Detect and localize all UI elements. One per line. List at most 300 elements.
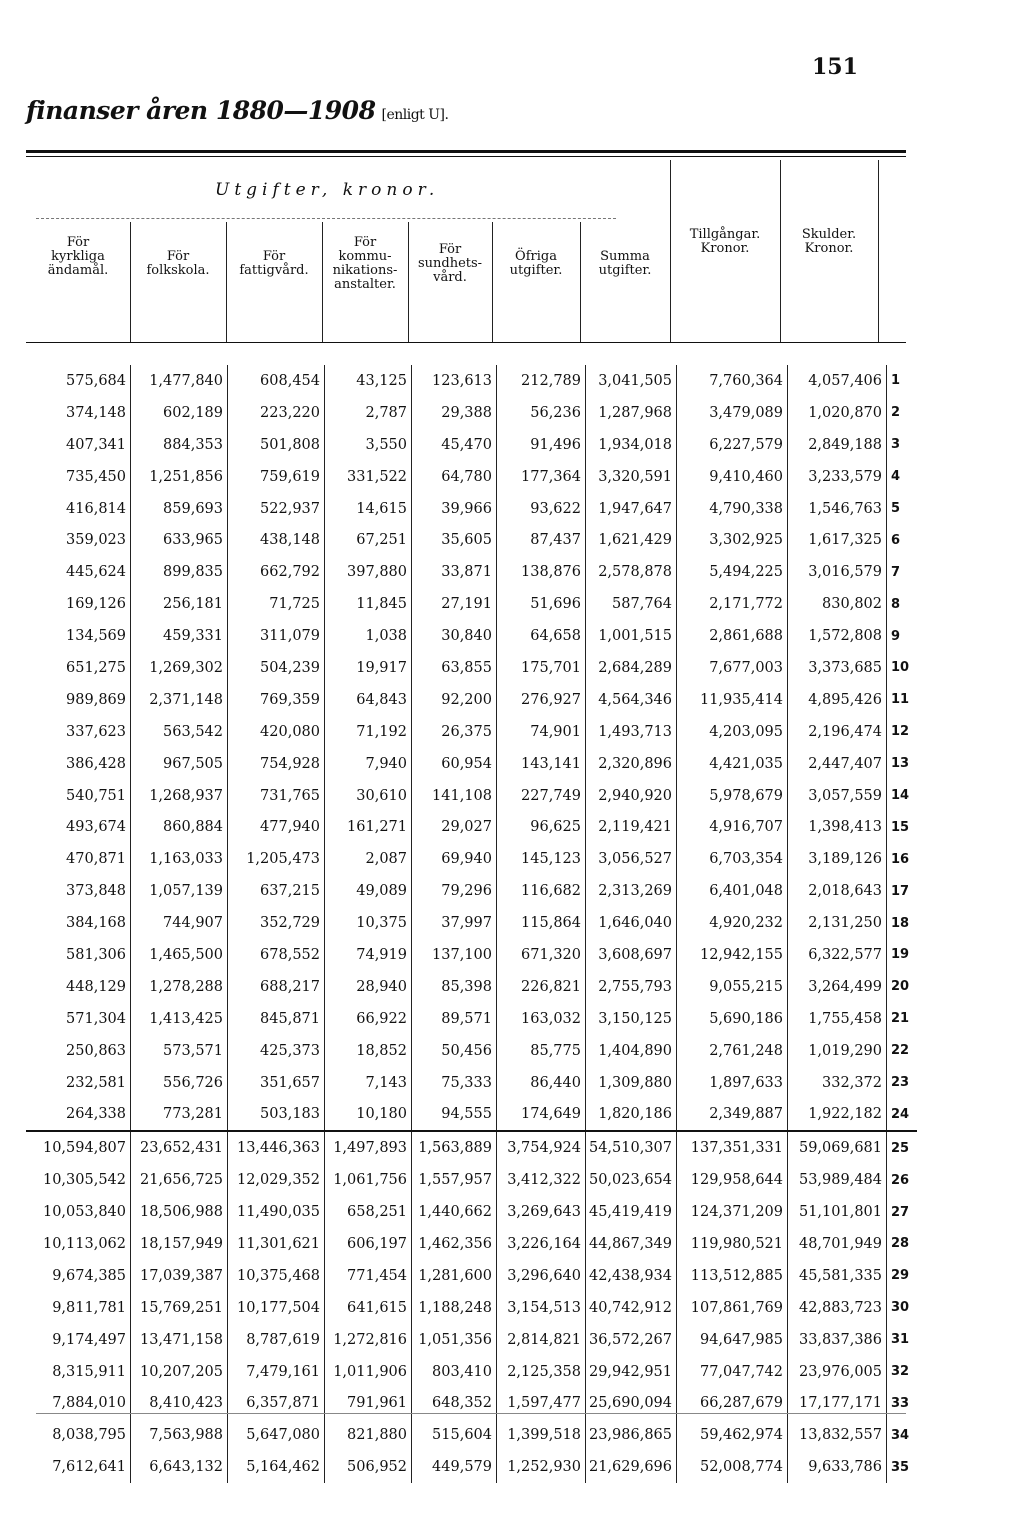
table-cell: 1,546,763 xyxy=(788,493,887,525)
row-number: 11 xyxy=(891,692,910,708)
column-rule xyxy=(226,222,227,342)
table-cell: 74,901 xyxy=(497,716,586,748)
table-row xyxy=(26,1388,917,1420)
table-row xyxy=(26,620,917,652)
table-cell: 6,703,354 xyxy=(677,843,788,875)
table-cell: 425,373 xyxy=(228,1035,325,1067)
table-row xyxy=(26,748,917,780)
table-cell: 49,089 xyxy=(325,875,412,907)
table-row xyxy=(26,556,917,588)
table-cell: 731,765 xyxy=(228,780,325,812)
column-header-3 xyxy=(226,250,322,278)
table-cell: 21,629,696 xyxy=(586,1451,677,1483)
table-row xyxy=(26,1067,917,1099)
table-cell: 54,510,307 xyxy=(586,1131,677,1164)
header-line: kyrkliga xyxy=(51,249,105,264)
table-cell: 1,477,840 xyxy=(131,365,228,397)
table-cell: 11,301,621 xyxy=(228,1228,325,1260)
table-cell: 51,101,801 xyxy=(788,1196,887,1228)
table-row xyxy=(26,652,917,684)
table-cell: 522,937 xyxy=(228,493,325,525)
table-cell: 175,701 xyxy=(497,652,586,684)
table-cell: 1,001,515 xyxy=(586,620,677,652)
table-cell: 7,563,988 xyxy=(131,1419,228,1451)
table-cell: 1,465,500 xyxy=(131,939,228,971)
table-cell: 18,157,949 xyxy=(131,1228,228,1260)
table-cell: 52,008,774 xyxy=(677,1451,788,1483)
table-cell: 506,952 xyxy=(325,1451,412,1483)
table-cell: 129,958,644 xyxy=(677,1164,788,1196)
header-line: För xyxy=(66,235,90,250)
table-cell: 1,413,425 xyxy=(131,1003,228,1035)
table-cell: 19,917 xyxy=(325,652,412,684)
header-line: Öfriga xyxy=(515,249,557,264)
table-cell: 1,281,600 xyxy=(412,1260,497,1292)
table-row xyxy=(26,1451,917,1483)
table-cell: 6,401,048 xyxy=(677,875,788,907)
row-number: 14 xyxy=(891,788,910,804)
table-cell: 12,942,155 xyxy=(677,939,788,971)
table-row xyxy=(26,1292,917,1324)
table-row xyxy=(26,524,917,556)
table-cell: 332,372 xyxy=(788,1067,887,1099)
table-cell: 9,811,781 xyxy=(26,1292,131,1324)
table-row xyxy=(26,1098,917,1131)
table-cell: 21,656,725 xyxy=(131,1164,228,1196)
table-cell: 445,624 xyxy=(26,556,131,588)
table-cell: 374,148 xyxy=(26,397,131,429)
row-number: 7 xyxy=(891,564,901,580)
header-line: Kronor. xyxy=(804,241,854,256)
table-cell: 264,338 xyxy=(26,1098,131,1131)
table-cell: 3,412,322 xyxy=(497,1164,586,1196)
table-cell: 6,357,871 xyxy=(228,1388,325,1420)
table-cell: 86,440 xyxy=(497,1067,586,1099)
table-cell: 9,674,385 xyxy=(26,1260,131,1292)
table-cell: 26,375 xyxy=(412,716,497,748)
table-cell: 124,371,209 xyxy=(677,1196,788,1228)
table-cell: 744,907 xyxy=(131,907,228,939)
table-cell: 4,916,707 xyxy=(677,811,788,843)
table-cell: 3,016,579 xyxy=(788,556,887,588)
row-number: 32 xyxy=(891,1364,910,1380)
row-number: 22 xyxy=(891,1043,910,1059)
table-cell: 3,154,513 xyxy=(497,1292,586,1324)
table-cell: 1,287,968 xyxy=(586,397,677,429)
table-cell: 2,787 xyxy=(325,397,412,429)
table-row xyxy=(26,907,917,939)
table-cell: 2,761,248 xyxy=(677,1035,788,1067)
column-rule xyxy=(492,222,493,342)
table-cell: 163,032 xyxy=(497,1003,586,1035)
header-line: Skulder. xyxy=(801,227,857,242)
table-cell: 2,940,920 xyxy=(586,780,677,812)
table-cell: 89,571 xyxy=(412,1003,497,1035)
table-cell: 64,658 xyxy=(497,620,586,652)
table-cell: 23,652,431 xyxy=(131,1131,228,1164)
header-bottom-rule xyxy=(26,342,906,343)
table-cell: 3,296,640 xyxy=(497,1260,586,1292)
row-number: 19 xyxy=(891,947,910,963)
row-number: 10 xyxy=(891,660,910,676)
header-line: folkskola. xyxy=(146,263,210,278)
row-number: 20 xyxy=(891,979,910,995)
table-cell: 35,605 xyxy=(412,524,497,556)
table-cell: 515,604 xyxy=(412,1419,497,1451)
table-cell: 1,057,139 xyxy=(131,875,228,907)
row-number: 28 xyxy=(891,1236,910,1252)
table-cell: 803,410 xyxy=(412,1356,497,1388)
table-cell: 33,837,386 xyxy=(788,1324,887,1356)
table-cell: 119,980,521 xyxy=(677,1228,788,1260)
table-cell: 830,802 xyxy=(788,588,887,620)
row-number: 12 xyxy=(891,724,910,740)
header-line: För xyxy=(262,249,286,264)
bottom-rule xyxy=(36,1413,906,1414)
table-cell: 37,997 xyxy=(412,907,497,939)
table-cell: 7,677,003 xyxy=(677,652,788,684)
row-number: 13 xyxy=(891,756,910,772)
table-cell: 115,864 xyxy=(497,907,586,939)
table-cell: 1,061,756 xyxy=(325,1164,412,1196)
row-number: 16 xyxy=(891,851,910,867)
table-cell: 3,041,505 xyxy=(586,365,677,397)
table-cell: 2,125,358 xyxy=(497,1356,586,1388)
table-cell: 51,696 xyxy=(497,588,586,620)
table-cell: 3,754,924 xyxy=(497,1131,586,1164)
table-cell: 1,252,930 xyxy=(497,1451,586,1483)
table-cell: 5,690,186 xyxy=(677,1003,788,1035)
header-divider xyxy=(36,218,616,219)
table-cell: 448,129 xyxy=(26,971,131,1003)
table-cell: 1,493,713 xyxy=(586,716,677,748)
header-line: Kronor. xyxy=(700,241,750,256)
table-cell: 1,646,040 xyxy=(586,907,677,939)
table-cell: 6,643,132 xyxy=(131,1451,228,1483)
table-cell: 449,579 xyxy=(412,1451,497,1483)
table-row xyxy=(26,1035,917,1067)
table-cell: 4,895,426 xyxy=(788,684,887,716)
table-cell: 63,855 xyxy=(412,652,497,684)
table-cell: 3,226,164 xyxy=(497,1228,586,1260)
table-cell: 66,287,679 xyxy=(677,1388,788,1420)
table-cell: 23,986,865 xyxy=(586,1419,677,1451)
table-cell: 232,581 xyxy=(26,1067,131,1099)
table-cell: 212,789 xyxy=(497,365,586,397)
table-row xyxy=(26,811,917,843)
table-cell: 2,814,821 xyxy=(497,1324,586,1356)
table-cell: 67,251 xyxy=(325,524,412,556)
table-cell: 1,038 xyxy=(325,620,412,652)
table-cell: 145,123 xyxy=(497,843,586,875)
table-cell: 44,867,349 xyxy=(586,1228,677,1260)
table-cell: 10,594,807 xyxy=(26,1131,131,1164)
header-line: utgifter. xyxy=(598,263,652,278)
table-cell: 56,236 xyxy=(497,397,586,429)
table-cell: 96,625 xyxy=(497,811,586,843)
table-cell: 59,462,974 xyxy=(677,1419,788,1451)
table-cell: 11,490,035 xyxy=(228,1196,325,1228)
column-header-1 xyxy=(26,236,130,278)
table-cell: 1,278,288 xyxy=(131,971,228,1003)
table-cell: 7,143 xyxy=(325,1067,412,1099)
table-cell: 53,989,484 xyxy=(788,1164,887,1196)
table-cell: 94,647,985 xyxy=(677,1324,788,1356)
table-cell: 1,897,633 xyxy=(677,1067,788,1099)
table-cell: 671,320 xyxy=(497,939,586,971)
table-cell: 641,615 xyxy=(325,1292,412,1324)
header-line: För xyxy=(166,249,190,264)
table-cell: 71,192 xyxy=(325,716,412,748)
table-cell: 771,454 xyxy=(325,1260,412,1292)
table-cell: 1,617,325 xyxy=(788,524,887,556)
table-cell: 9,174,497 xyxy=(26,1324,131,1356)
row-number: 25 xyxy=(891,1140,910,1156)
table-row xyxy=(26,1164,917,1196)
table-cell: 6,322,577 xyxy=(788,939,887,971)
table-cell: 60,954 xyxy=(412,748,497,780)
header-line: För xyxy=(438,242,462,257)
header-line: utgifter. xyxy=(509,263,563,278)
table-row xyxy=(26,875,917,907)
table-cell: 540,751 xyxy=(26,780,131,812)
table-cell: 5,978,679 xyxy=(677,780,788,812)
table-cell: 174,649 xyxy=(497,1098,586,1131)
header-line: anstalter. xyxy=(334,277,396,292)
table-cell: 3,056,527 xyxy=(586,843,677,875)
table-cell: 227,749 xyxy=(497,780,586,812)
table-cell: 79,296 xyxy=(412,875,497,907)
title-text: finanser åren 1880—1908 xyxy=(26,96,376,125)
table-cell: 311,079 xyxy=(228,620,325,652)
table-cell: 15,769,251 xyxy=(131,1292,228,1324)
table-cell: 2,119,421 xyxy=(586,811,677,843)
table-cell: 1,621,429 xyxy=(586,524,677,556)
table-cell: 581,306 xyxy=(26,939,131,971)
table-cell: 608,454 xyxy=(228,365,325,397)
table-cell: 587,764 xyxy=(586,588,677,620)
table-cell: 161,271 xyxy=(325,811,412,843)
table-cell: 45,470 xyxy=(412,429,497,461)
table-cell: 1,563,889 xyxy=(412,1131,497,1164)
header-line: kommu- xyxy=(338,249,392,264)
header-line: vård. xyxy=(433,270,467,285)
table-cell: 74,919 xyxy=(325,939,412,971)
table-cell: 3,550 xyxy=(325,429,412,461)
table-cell: 4,564,346 xyxy=(586,684,677,716)
table-cell: 169,126 xyxy=(26,588,131,620)
column-rule xyxy=(670,160,671,342)
table-cell: 30,840 xyxy=(412,620,497,652)
table-cell: 688,217 xyxy=(228,971,325,1003)
table-cell: 39,966 xyxy=(412,493,497,525)
row-number: 8 xyxy=(891,596,901,612)
table-cell: 4,920,232 xyxy=(677,907,788,939)
table-cell: 18,506,988 xyxy=(131,1196,228,1228)
table-row xyxy=(26,1356,917,1388)
table-cell: 137,100 xyxy=(412,939,497,971)
table-cell: 438,148 xyxy=(228,524,325,556)
row-number: 23 xyxy=(891,1075,910,1091)
table-cell: 7,479,161 xyxy=(228,1356,325,1388)
table-cell: 337,623 xyxy=(26,716,131,748)
table-cell: 48,701,949 xyxy=(788,1228,887,1260)
group-header: Utgifter, kronor. xyxy=(215,180,440,200)
table-cell: 17,177,171 xyxy=(788,1388,887,1420)
table-row xyxy=(26,716,917,748)
row-number: 21 xyxy=(891,1011,910,1027)
table-cell: 1,820,186 xyxy=(586,1098,677,1131)
table-row xyxy=(26,588,917,620)
column-header-7 xyxy=(580,250,670,278)
table-cell: 6,227,579 xyxy=(677,429,788,461)
table-cell: 116,682 xyxy=(497,875,586,907)
table-cell: 884,353 xyxy=(131,429,228,461)
table-cell: 773,281 xyxy=(131,1098,228,1131)
table-cell: 3,264,499 xyxy=(788,971,887,1003)
table-cell: 5,164,462 xyxy=(228,1451,325,1483)
table-cell: 3,269,643 xyxy=(497,1196,586,1228)
column-header-4 xyxy=(322,236,408,292)
table-cell: 85,398 xyxy=(412,971,497,1003)
row-number: 17 xyxy=(891,883,910,899)
row-number: 31 xyxy=(891,1332,910,1348)
table-cell: 29,027 xyxy=(412,811,497,843)
table-cell: 4,421,035 xyxy=(677,748,788,780)
table-cell: 477,940 xyxy=(228,811,325,843)
table-cell: 1,269,302 xyxy=(131,652,228,684)
table-cell: 8,787,619 xyxy=(228,1324,325,1356)
table-cell: 17,039,387 xyxy=(131,1260,228,1292)
table-cell: 2,087 xyxy=(325,843,412,875)
table-row xyxy=(26,939,917,971)
row-number: 27 xyxy=(891,1204,910,1220)
column-header-9 xyxy=(780,228,878,256)
table-cell: 7,760,364 xyxy=(677,365,788,397)
table-cell: 138,876 xyxy=(497,556,586,588)
table-cell: 10,207,205 xyxy=(131,1356,228,1388)
table-row xyxy=(26,971,917,1003)
table-cell: 8,038,795 xyxy=(26,1419,131,1451)
table-cell: 2,849,188 xyxy=(788,429,887,461)
table-cell: 7,940 xyxy=(325,748,412,780)
table-cell: 250,863 xyxy=(26,1035,131,1067)
table-cell: 386,428 xyxy=(26,748,131,780)
table-cell: 416,814 xyxy=(26,493,131,525)
table-row xyxy=(26,1324,917,1356)
column-header-2 xyxy=(130,250,226,278)
table-cell: 1,404,890 xyxy=(586,1035,677,1067)
table-cell: 556,726 xyxy=(131,1067,228,1099)
table-cell: 602,189 xyxy=(131,397,228,429)
row-number: 5 xyxy=(891,501,901,516)
table-row xyxy=(26,843,917,875)
table-cell: 12,029,352 xyxy=(228,1164,325,1196)
table-cell: 43,125 xyxy=(325,365,412,397)
top-rule-thin xyxy=(26,156,906,157)
table-cell: 397,880 xyxy=(325,556,412,588)
table-cell: 1,272,816 xyxy=(325,1324,412,1356)
table-cell: 989,869 xyxy=(26,684,131,716)
table-cell: 2,131,250 xyxy=(788,907,887,939)
table-cell: 504,239 xyxy=(228,652,325,684)
row-number: 26 xyxy=(891,1172,910,1188)
table-row xyxy=(26,1419,917,1451)
table-cell: 637,215 xyxy=(228,875,325,907)
table-row xyxy=(26,493,917,525)
header-line: sundhets- xyxy=(417,256,483,271)
row-number: 1 xyxy=(891,373,901,389)
table-cell: 29,942,951 xyxy=(586,1356,677,1388)
table-row xyxy=(26,365,917,397)
table-cell: 45,581,335 xyxy=(788,1260,887,1292)
table-cell: 137,351,331 xyxy=(677,1131,788,1164)
table-cell: 648,352 xyxy=(412,1388,497,1420)
table-cell: 493,674 xyxy=(26,811,131,843)
table-cell: 1,572,808 xyxy=(788,620,887,652)
table-cell: 1,051,356 xyxy=(412,1324,497,1356)
table-row xyxy=(26,780,917,812)
column-rule xyxy=(878,160,879,342)
table-cell: 407,341 xyxy=(26,429,131,461)
table-cell: 7,884,010 xyxy=(26,1388,131,1420)
table-cell: 1,947,647 xyxy=(586,493,677,525)
table-cell: 177,364 xyxy=(497,461,586,493)
row-number: 35 xyxy=(891,1459,910,1475)
table-cell: 18,852 xyxy=(325,1035,412,1067)
table-cell: 359,023 xyxy=(26,524,131,556)
table-cell: 4,790,338 xyxy=(677,493,788,525)
table-cell: 42,883,723 xyxy=(788,1292,887,1324)
table-cell: 1,188,248 xyxy=(412,1292,497,1324)
table-cell: 2,371,148 xyxy=(131,684,228,716)
table-cell: 1,497,893 xyxy=(325,1131,412,1164)
table-cell: 1,557,957 xyxy=(412,1164,497,1196)
table-cell: 2,861,688 xyxy=(677,620,788,652)
table-cell: 1,251,856 xyxy=(131,461,228,493)
table-cell: 967,505 xyxy=(131,748,228,780)
header-line: Tillgångar. xyxy=(689,227,761,242)
header-line: nikations- xyxy=(332,263,398,278)
table-row xyxy=(26,684,917,716)
table-cell: 735,450 xyxy=(26,461,131,493)
table-cell: 606,197 xyxy=(325,1228,412,1260)
table-cell: 226,821 xyxy=(497,971,586,1003)
table-cell: 420,080 xyxy=(228,716,325,748)
table-row xyxy=(26,1260,917,1292)
table-cell: 769,359 xyxy=(228,684,325,716)
table-cell: 256,181 xyxy=(131,588,228,620)
table-cell: 66,922 xyxy=(325,1003,412,1035)
table-cell: 143,141 xyxy=(497,748,586,780)
table-cell: 3,057,559 xyxy=(788,780,887,812)
table-cell: 92,200 xyxy=(412,684,497,716)
table-cell: 10,177,504 xyxy=(228,1292,325,1324)
table-cell: 1,755,458 xyxy=(788,1003,887,1035)
row-number: 2 xyxy=(891,405,901,421)
table-cell: 3,302,925 xyxy=(677,524,788,556)
table-cell: 1,440,662 xyxy=(412,1196,497,1228)
table-cell: 759,619 xyxy=(228,461,325,493)
table-row xyxy=(26,1003,917,1035)
table-cell: 9,410,460 xyxy=(677,461,788,493)
table-cell: 3,479,089 xyxy=(677,397,788,429)
row-number: 34 xyxy=(891,1427,910,1443)
table-cell: 662,792 xyxy=(228,556,325,588)
table-cell: 791,961 xyxy=(325,1388,412,1420)
table-cell: 373,848 xyxy=(26,875,131,907)
title-note: [enligt U]. xyxy=(381,107,449,123)
